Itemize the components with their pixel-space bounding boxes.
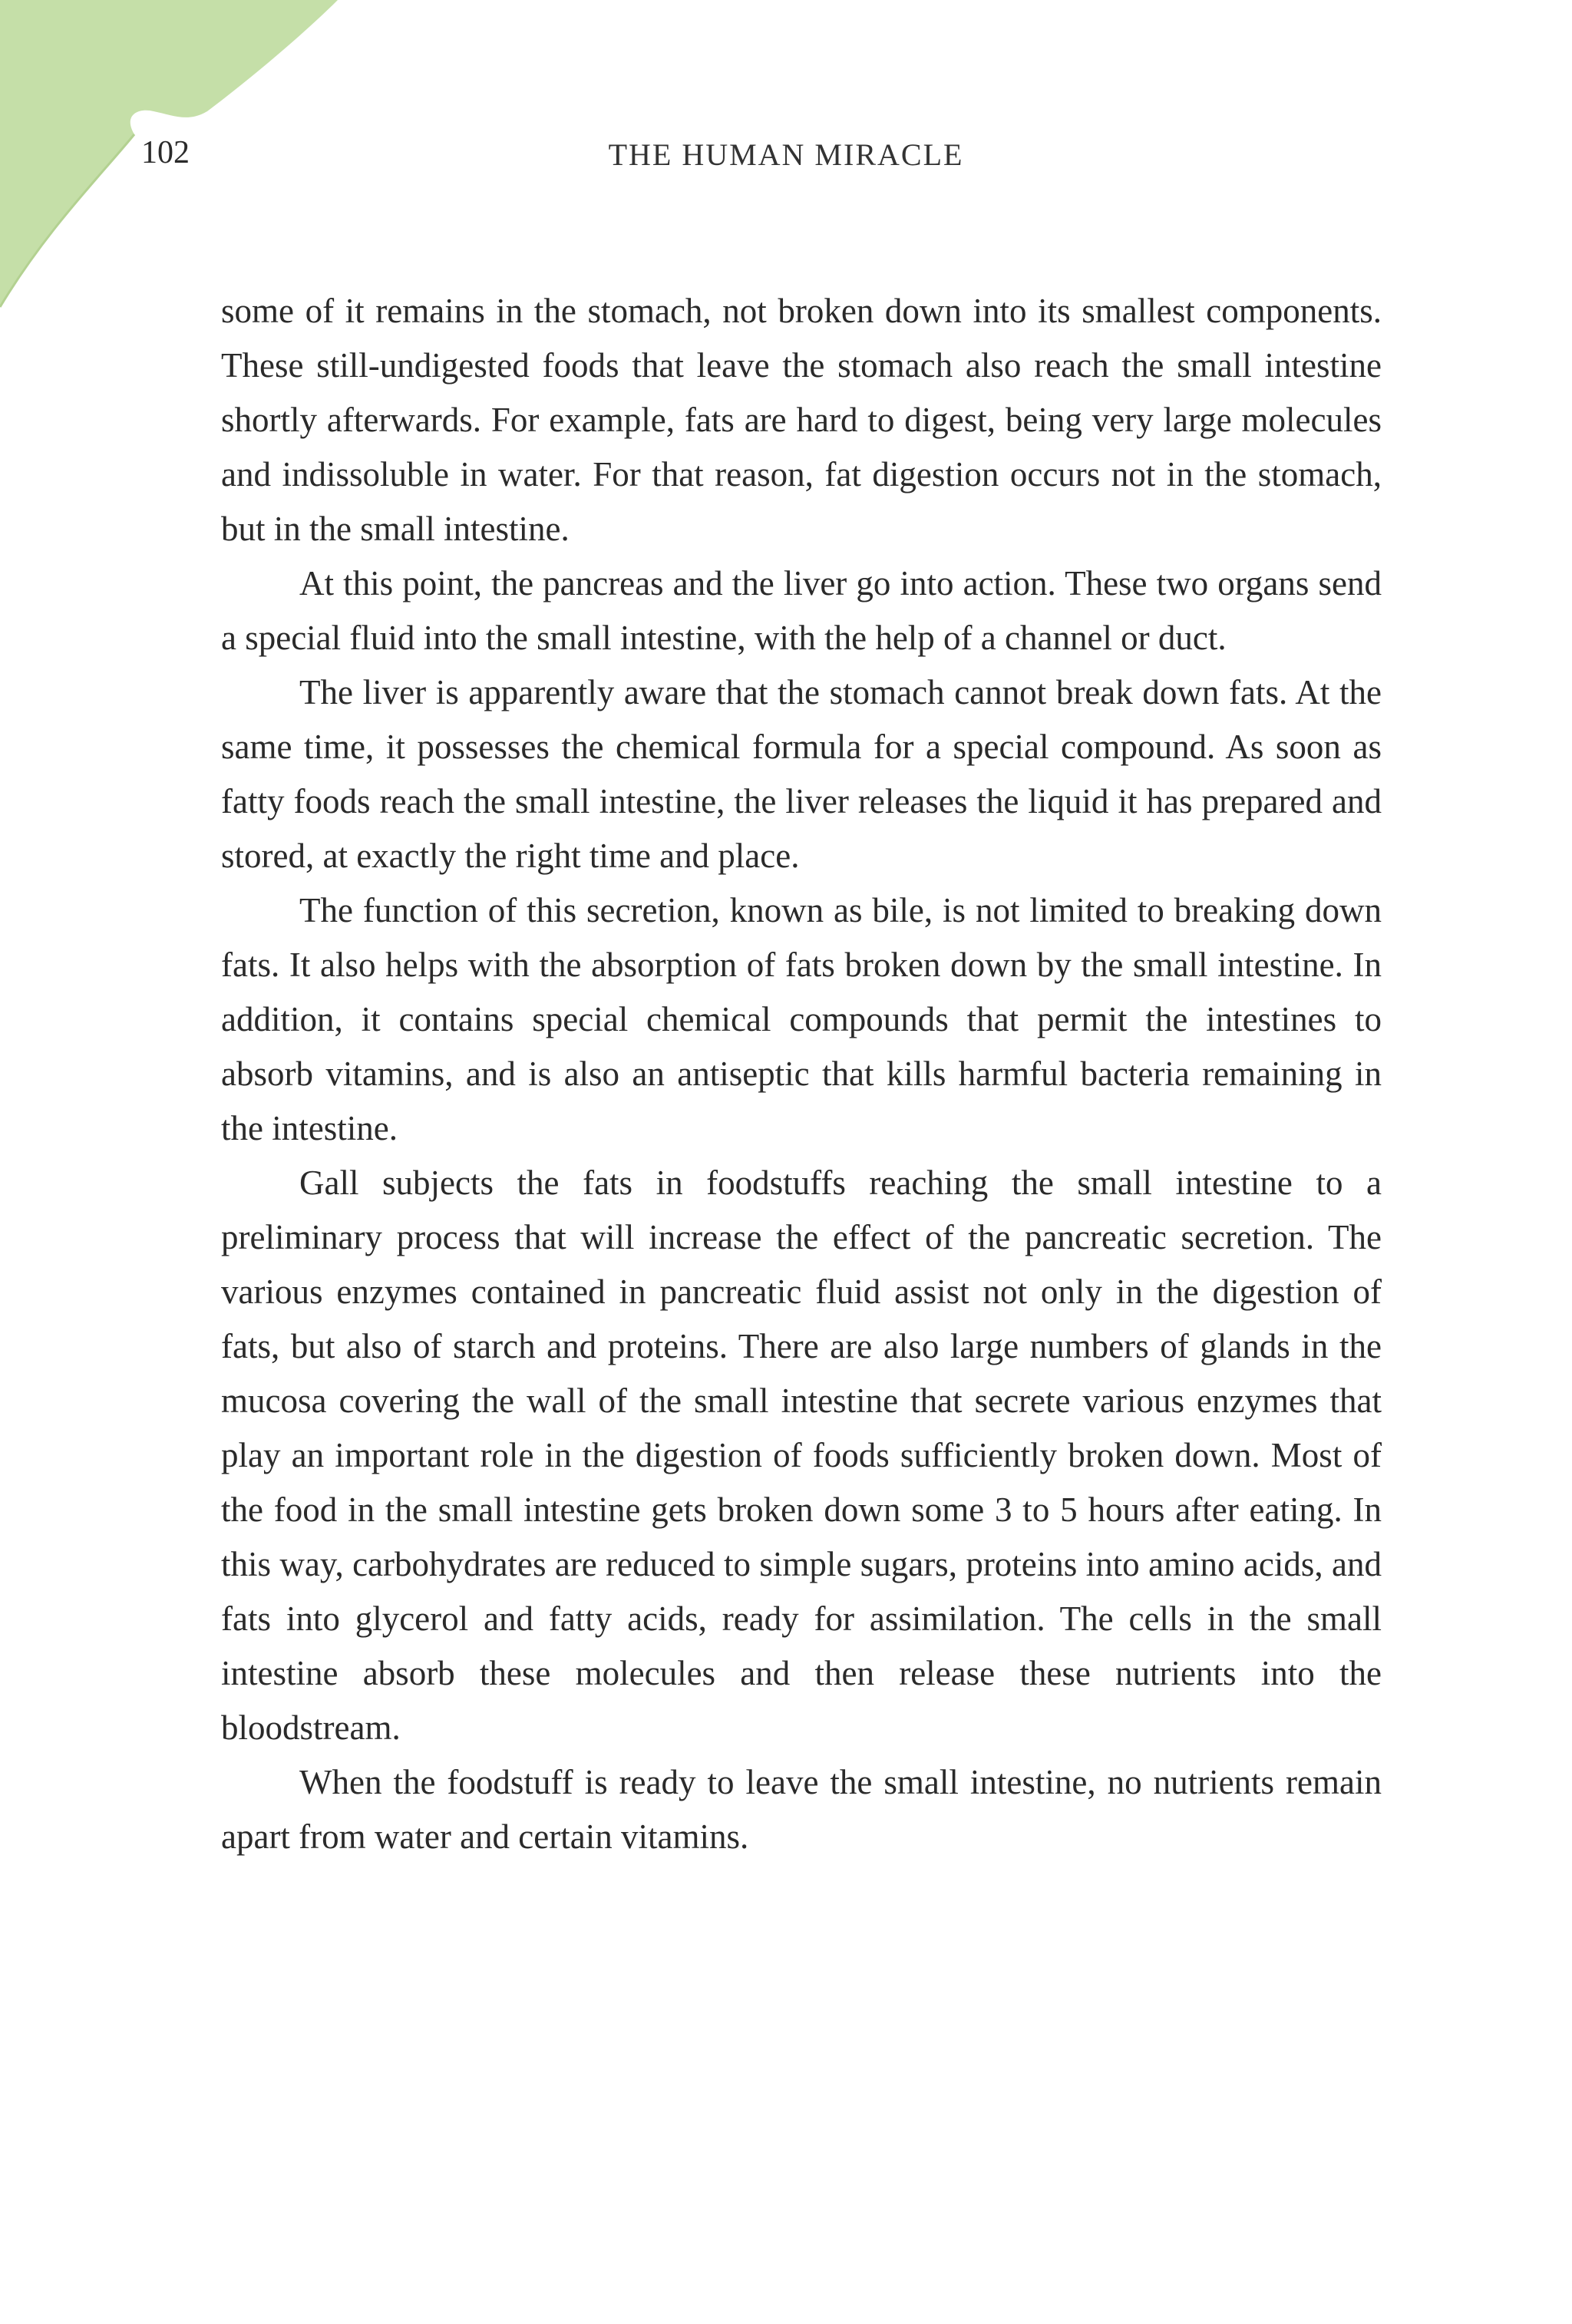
body-text — [221, 284, 1382, 1864]
running-head-title: THE HUMAN MIRACLE — [608, 137, 964, 172]
paragraph: When the foodstuff is ready to leave the small intestine, no nutrients remain apart from water and certain vitamins. — [221, 1763, 1382, 1856]
paragraph: The liver is apparently aware that the stomach cannot break down fats. At the same time, it possesses the chemical formula for a special compound. As soon as fatty foods reach the small intestine, the liver releases the liquid it has prepared and stored, at exactly the right time and place. — [221, 673, 1382, 875]
paragraph: some of it remains in the stomach, not broken down into its smallest components. These still-undigested foods that leave the stomach also reach the small intestine shortly afterwards. For example, fats are hard to digest, being very large molecules and indissoluble in water. For that reason, fat digestion occurs not in the stomach, but in the small intestine. — [221, 292, 1382, 548]
paragraph: The function of this secretion, known as bile, is not limited to breaking down fats. It also helps with the absorption of fats broken down by the small intestine. In addition, it contains special chemical compounds that permit the intestines to absorb vitamins, and is also an antiseptic that kills harmful bacteria remaining in the intestine. — [221, 891, 1382, 1147]
page-number: 102 — [141, 135, 190, 170]
paragraph: Gall subjects the fats in foodstuffs reaching the small intestine to a preliminary process that will increase the effect of the pancreatic secretion. The various enzymes contained in pancreatic fluid assist not only in the digestion of fats, but also of starch and proteins. There are also large numbers of glands in the mucosa covering the wall of the small intestine that secrete various enzymes that play an important role in the digestion of foods sufficiently broken down. Most of the food in the small intestine gets broken down some 3 to 5 hours after eating. In this way, carbohydrates are reduced to simple sugars, proteins into amino acids, and fats into glycerol and fatty acids, ready for assimilation. The cells in the small intestine absorb these molecules and then release these nutrients into the bloodstream. — [221, 1164, 1382, 1747]
paragraph: At this point, the pancreas and the liver go into action. These two organs send a special fluid into the small intestine, with the help of a channel or duct. — [221, 564, 1382, 657]
